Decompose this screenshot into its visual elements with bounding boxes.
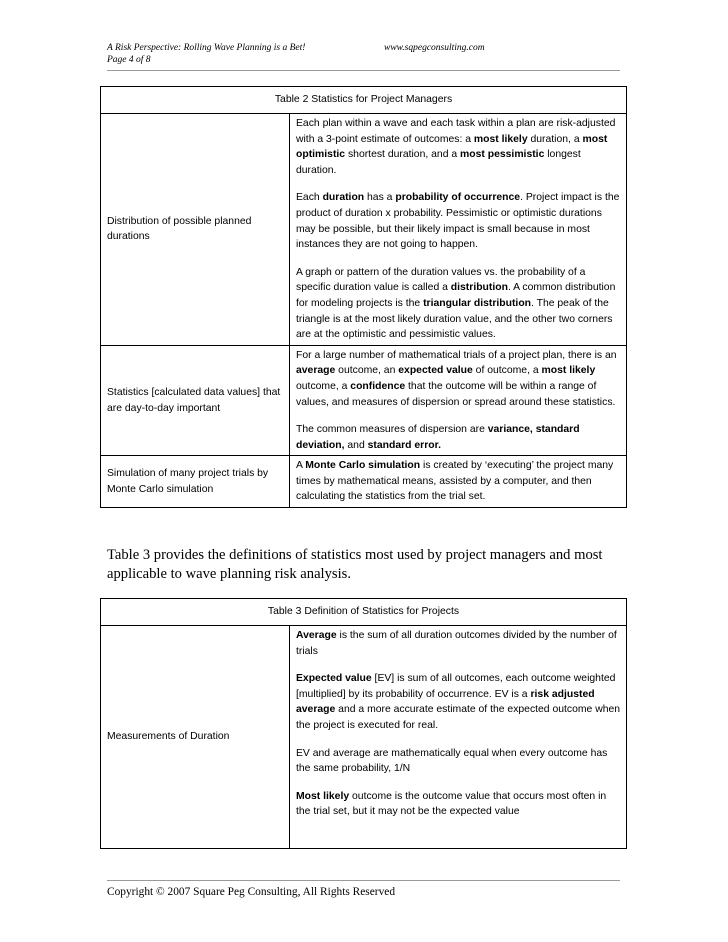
body-paragraph: Table 3 provides the definitions of statistics most used by project managers and most applicable to wave planning risk analysis. — [107, 547, 603, 582]
table-row-label: Measurements of Duration — [101, 626, 290, 849]
cell-paragraph: A graph or pattern of the duration values vs. the probability of a specific duration value is called a distribution. A common distribution for modeling projects is the triangular distribution. The peak of the triangle is at the most likely duration value, and the other two corners are at the optimistic and pessimistic values. — [296, 266, 616, 341]
table-row-content — [290, 626, 627, 849]
footer-copyright: Copyright © 2007 Square Peg Consulting, All Rights Reserved — [107, 886, 396, 898]
table-row-label: Statistics [calculated data values] that are day-to-day important — [101, 345, 290, 456]
header-divider — [107, 70, 620, 71]
cell-paragraph: Expected value [EV] is sum of all outcomes, each outcome weighted [multiplied] by its probability of occurrence. EV is a risk adjusted average and a more accurate estimate of the expected outcome when the project is executed for real. — [296, 673, 621, 731]
cell-paragraph: A Monte Carlo simulation is created by ‘executing’ the project many times by mathematical means, assisted by a computer, and then calculating the statistics from the trial set. — [296, 460, 614, 503]
table-row-label: Simulation of many project trials by Monte Carlo simulation — [101, 456, 290, 508]
table-row-content — [290, 345, 627, 456]
header-url: www.sqpegconsulting.com — [384, 43, 485, 53]
table-2 — [100, 86, 627, 508]
cell-paragraph: EV and average are mathematically equal when every outcome has the same probability, 1/N — [296, 747, 608, 775]
table-row-content — [290, 114, 627, 346]
table-row — [101, 345, 627, 456]
header-page-number: Page 4 of 8 — [107, 55, 151, 65]
page-header — [107, 42, 627, 66]
cell-paragraph: The common measures of dispersion are variance, standard deviation, and standard error. — [296, 424, 580, 451]
table-row — [101, 626, 627, 849]
table-row-content — [290, 456, 627, 508]
cell-paragraph: For a large number of mathematical trials of a project plan, there is an average outcome, an expected value of outcome, a most likely outcome, a confidence that the outcome will be within a range of values, and measures of dispersion or spread around these statistics. — [296, 349, 617, 408]
header-title: A Risk Perspective: Rolling Wave Planning is a Bet! — [107, 43, 306, 53]
cell-paragraph: Most likely outcome is the outcome value that occurs most often in the trial set, but it may not be the expected value — [296, 790, 607, 818]
table-3 — [100, 598, 627, 849]
table-row-label: Distribution of possible planned durations — [101, 114, 290, 346]
table-3-caption: Table 3 Definition of Statistics for Projects — [101, 599, 627, 626]
table-row — [101, 456, 627, 508]
cell-paragraph: Average is the sum of all duration outcomes divided by the number of trials — [296, 630, 617, 657]
footer-divider — [107, 880, 620, 881]
cell-paragraph: Each plan within a wave and each task within a plan are risk-adjusted with a 3-point estimate of outcomes: a most likely duration, a most optimistic shortest duration, and a most pessimistic longest duration. — [296, 118, 616, 176]
table-2-caption: Table 2 Statistics for Project Managers — [101, 87, 627, 114]
cell-paragraph: Each duration has a probability of occurrence. Project impact is the product of duration x probability. Pessimistic or optimistic durations may be possible, but their likely impact is small because in most instances they are not going to happen. — [296, 192, 620, 251]
table-row — [101, 114, 627, 346]
